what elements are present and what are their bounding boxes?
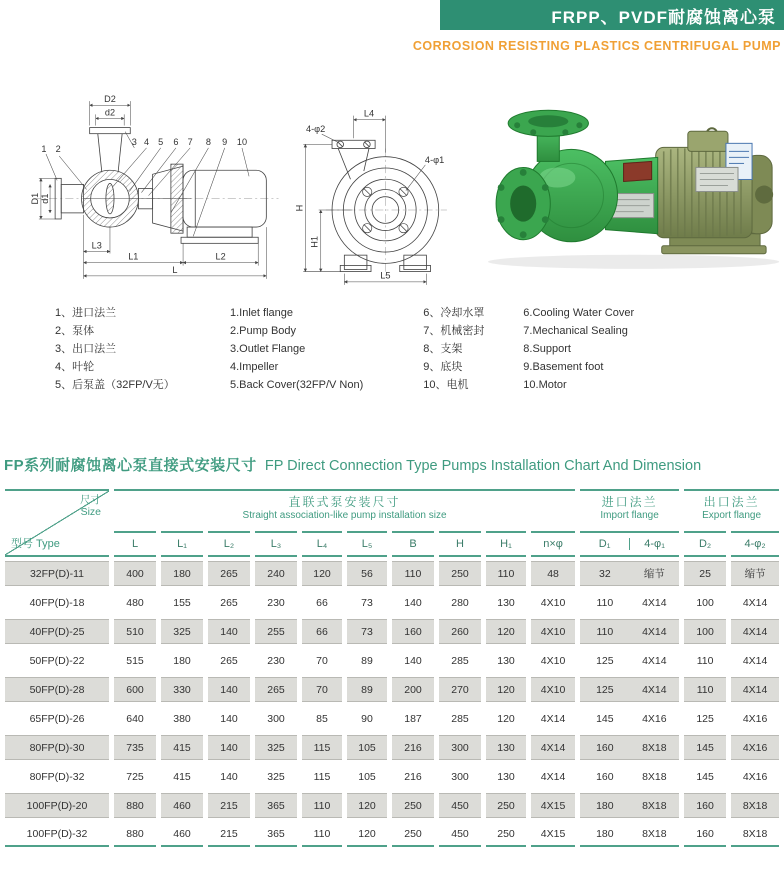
table-cell: 70 [302,648,342,673]
table-cell: 110 [302,822,342,847]
table-cell [580,822,679,847]
table-cell: 4X10 [531,619,575,644]
part-label-en: 10.Motor [523,379,567,391]
part-number: 7 [187,136,193,147]
dim-label: d1 [40,193,51,204]
table-cell: 400 [114,561,156,586]
cell-value: 4X14 [642,654,667,667]
table-cell: 240 [255,561,297,586]
section-title-zh: FP系列耐腐蚀离心泵直接式安装尺寸 [4,457,257,474]
table-cell: 8X18 [731,793,779,818]
table-cell: 110 [302,793,342,818]
table-cell: 216 [392,735,434,760]
cell-value: 32 [599,568,611,580]
part-number: 8 [205,136,211,147]
part-label-zh: 5、后泵盖（32FP/V无） [55,379,175,391]
dimension-table [0,485,784,851]
corner-size-label: 尺寸 Size [80,494,101,518]
table-row [5,793,779,818]
page-title: FRPP、PVDF耐腐蚀离心泵 [551,7,776,27]
row-type: 65FP(D)-26 [5,706,109,731]
table-cell: 515 [114,648,156,673]
cell-value: 110 [596,596,614,609]
table-cell: 380 [161,706,203,731]
table-cell: 480 [114,590,156,615]
part-number: 6 [173,136,179,147]
part-number: 5 [158,136,164,147]
col-L3: L₃ [255,531,297,557]
col-B: B [392,531,434,557]
table-cell: 4X10 [531,590,575,615]
table-cell: 230 [255,648,297,673]
part-number: 1 [41,143,47,154]
table-cell: 130 [486,590,526,615]
table-cell: 4X14 [531,735,575,760]
part-label-zh: 4、叶轮 [55,361,95,373]
col-4phi1: 4-φ₁ [644,538,665,550]
table-cell: 880 [114,822,156,847]
section-title [4,454,784,475]
row-type: 80FP(D)-30 [5,735,109,760]
group-installation-size: 直联式泵安装尺寸 Straight association-like pump installation size [114,489,575,527]
table-cell: 120 [486,619,526,644]
table-cell: 130 [486,764,526,789]
table-cell: 725 [114,764,156,789]
table-cell: 4X14 [531,706,575,731]
row-type: 40FP(D)-18 [5,590,109,615]
table-cell: 325 [255,735,297,760]
cell-value: 4X14 [642,625,667,638]
table-row [5,735,779,760]
dim-label: D2 [104,94,116,105]
table-cell: 600 [114,677,156,702]
table-cell: 115 [302,764,342,789]
table-cell: 4X15 [531,793,575,818]
table-row [5,619,779,644]
table-cell: 415 [161,735,203,760]
table-cell: 365 [255,822,297,847]
table-cell: 66 [302,619,342,644]
row-type: 100FP(D)-20 [5,793,109,818]
part-label-en: 1.Inlet flange [230,307,293,319]
part-label-zh: 2、泵体 [55,325,95,337]
table-cell: 130 [486,648,526,673]
table-cell [580,793,679,818]
table-cell: 105 [347,735,387,760]
col-L: L [114,531,156,557]
table-cell: 180 [161,648,203,673]
figures-row [0,89,784,289]
table-cell: 25 [684,561,726,586]
table-cell: 160 [392,619,434,644]
cell-value: 110 [596,625,614,638]
part-label-zh: 3、出口法兰 [55,343,117,355]
table-cell: 73 [347,619,387,644]
part-number: 2 [55,143,61,154]
col-4phi2: 4-φ₂ [731,531,779,557]
table-cell: 300 [439,735,481,760]
table-cell: 280 [439,590,481,615]
part-label-zh: 10、电机 [423,379,469,391]
table-cell: 125 [684,706,726,731]
col-L2: L₂ [208,531,250,557]
table-row [5,677,779,702]
table-cell [580,735,679,760]
table-cell: 48 [531,561,575,586]
table-cell: 4X14 [531,764,575,789]
table-row [5,590,779,615]
row-type: 80FP(D)-32 [5,764,109,789]
table-cell: 450 [439,822,481,847]
table-cell: 215 [208,793,250,818]
part-label-zh: 6、冷却水罩 [423,307,485,319]
table-cell [580,561,679,586]
table-cell: 70 [302,677,342,702]
table-cell [580,764,679,789]
row-type: 50FP(D)-22 [5,648,109,673]
cell-value: 8X18 [642,770,667,783]
column-header-row [5,531,779,557]
table-cell: 145 [684,764,726,789]
col-L1: L₁ [161,531,203,557]
header-banner [440,0,784,30]
table-cell: 89 [347,677,387,702]
part-label-zh: 7、机械密封 [423,325,485,337]
table-cell: 120 [302,561,342,586]
table-cell: 265 [255,677,297,702]
table-cell [580,677,679,702]
table-cell: 4X14 [731,619,779,644]
table-cell: 4X10 [531,677,575,702]
table-cell: 450 [439,793,481,818]
row-type: 32FP(D)-11 [5,561,109,586]
table-cell: 8X18 [731,822,779,847]
row-type: 40FP(D)-25 [5,619,109,644]
table-cell: 120 [486,706,526,731]
table-row [5,706,779,731]
table-cell: 255 [255,619,297,644]
table-cell: 265 [208,590,250,615]
dim-label: L2 [215,251,226,262]
table-cell: 155 [161,590,203,615]
table-cell: 140 [208,677,250,702]
col-D1: D₁ [580,538,630,550]
cell-value: 125 [596,683,614,696]
table-cell: 265 [208,561,250,586]
table-cell: 250 [439,561,481,586]
pump-front-drawing [291,89,471,289]
part-label-en: 8.Support [523,343,571,355]
table-cell: 110 [486,561,526,586]
table-row [5,764,779,789]
table-cell: 215 [208,822,250,847]
pump-photo [473,95,784,271]
dim-label: L4 [364,108,375,119]
table-cell [580,619,679,644]
table-cell [580,590,679,615]
table-cell: 250 [392,793,434,818]
table-cell: 110 [392,561,434,586]
table-cell: 250 [486,822,526,847]
table-cell: 89 [347,648,387,673]
cell-value: 160 [596,770,614,783]
table-cell: 120 [486,677,526,702]
table-cell: 216 [392,764,434,789]
row-type: 50FP(D)-28 [5,677,109,702]
part-number: 10 [236,136,248,147]
part-number: 3 [131,136,137,147]
table-cell: 73 [347,590,387,615]
table-cell: 285 [439,648,481,673]
table-row [5,822,779,847]
dim-label: d2 [104,107,116,118]
dim-label: L1 [128,251,139,262]
table-cell: 66 [302,590,342,615]
cell-value: 180 [596,799,614,812]
table-cell: 365 [255,793,297,818]
table-body [5,561,779,847]
dim-label: H1 [309,235,320,248]
table-cell: 4X16 [731,735,779,760]
table-cell [580,648,679,673]
table-cell: 130 [486,735,526,760]
col-H1: H₁ [486,531,526,557]
table-cell: 4X14 [731,677,779,702]
table-cell: 140 [208,764,250,789]
part-number: 9 [222,136,228,147]
table-row [5,561,779,586]
part-label-en: 5.Back Cover(32FP/V Non) [230,379,364,391]
table-cell: 325 [255,764,297,789]
table-cell: 90 [347,706,387,731]
col-import-pair [580,531,679,557]
cell-value: 4X16 [642,712,667,725]
table-cell: 140 [208,735,250,760]
table-cell: 250 [392,822,434,847]
col-L4: L₄ [302,531,342,557]
pump-section-drawing [26,89,285,287]
table-cell: 115 [302,735,342,760]
part-label-zh: 1、进口法兰 [55,307,117,319]
table-cell: 145 [684,735,726,760]
table-cell: 180 [161,561,203,586]
table-cell: 100 [684,590,726,615]
part-label-en: 4.Impeller [230,361,279,373]
table-cell: 160 [684,793,726,818]
table-cell: 640 [114,706,156,731]
section-title-en: FP Direct Connection Type Pumps Installation Chart And Dimension [264,458,702,474]
col-L5: L₅ [347,531,387,557]
dim-label: H [294,204,305,212]
part-label-en: 3.Outlet Flange [230,343,306,355]
table-cell: 140 [392,648,434,673]
col-nphi: n×φ [531,531,575,557]
table-cell: 缩节 [731,561,779,586]
table-cell: 250 [486,793,526,818]
cell-value: 145 [596,712,614,725]
table-cell: 120 [347,793,387,818]
table-cell: 200 [392,677,434,702]
table-cell: 460 [161,793,203,818]
cell-value: 8X18 [642,799,667,812]
parts-list-left [55,305,363,394]
group-export-flange: 出口法兰 Export flange [684,489,779,527]
part-label-en: 7.Mechanical Sealing [523,325,628,337]
part-label-en: 9.Basement foot [523,361,604,373]
part-label-en: 2.Pump Body [230,325,297,337]
table-cell: 265 [208,648,250,673]
table-cell: 140 [208,706,250,731]
table-row [5,648,779,673]
table-cell: 325 [161,619,203,644]
dim-label: L5 [380,270,391,281]
table-cell: 187 [392,706,434,731]
table-cell: 4X16 [731,706,779,731]
cell-value: 8X18 [642,827,667,840]
table-cell: 140 [392,590,434,615]
table-cell: 105 [347,764,387,789]
col-H: H [439,531,481,557]
table-cell: 270 [439,677,481,702]
table-cell: 4X10 [531,648,575,673]
cell-value: 125 [596,654,614,667]
cell-value: 4X14 [642,683,667,696]
page-subtitle: CORROSION RESISTING PLASTICS CENTRIFUGAL PUMP [412,39,781,53]
col-D2: D₂ [684,531,726,557]
dim-label: L3 [91,240,102,251]
table-cell: 4X14 [731,648,779,673]
part-number: 4 [143,136,150,147]
part-label-en: 6.Cooling Water Cover [523,307,635,319]
table-cell: 330 [161,677,203,702]
corner-type-label: 型号 Type [11,538,60,550]
table-cell: 4X15 [531,822,575,847]
table-cell: 4X16 [731,764,779,789]
table-cell: 300 [439,764,481,789]
dim-label: L [172,264,178,275]
cell-value: 8X18 [642,741,667,754]
table-cell: 285 [439,706,481,731]
parts-list-right [423,305,634,394]
table-cell: 110 [684,677,726,702]
group-import-flange: 进口法兰 Import flange [580,489,679,527]
table-cell: 160 [684,822,726,847]
row-type: 100FP(D)-32 [5,822,109,847]
cell-value: 160 [596,741,614,754]
table-cell: 510 [114,619,156,644]
table-cell: 460 [161,822,203,847]
table-cell: 300 [255,706,297,731]
table-cell: 120 [347,822,387,847]
table-cell: 140 [208,619,250,644]
dim-label: D1 [29,192,40,205]
cell-value: 180 [596,827,614,840]
part-label-zh: 8、支架 [423,343,463,355]
table-cell: 100 [684,619,726,644]
table-cell: 735 [114,735,156,760]
dim-label: 4-φ2 [306,124,326,135]
parts-list [0,305,784,394]
dim-label: 4-φ1 [425,154,445,165]
cell-value: 缩节 [643,568,665,580]
table-cell: 4X14 [731,590,779,615]
table-cell: 56 [347,561,387,586]
table-cell: 415 [161,764,203,789]
table-cell: 85 [302,706,342,731]
table-cell: 230 [255,590,297,615]
table-cell: 110 [684,648,726,673]
table-cell: 880 [114,793,156,818]
table-cell: 260 [439,619,481,644]
table-corner-cell [5,489,109,557]
table-cell [580,706,679,731]
cell-value: 4X14 [642,596,667,609]
part-label-zh: 9、底块 [423,361,463,373]
